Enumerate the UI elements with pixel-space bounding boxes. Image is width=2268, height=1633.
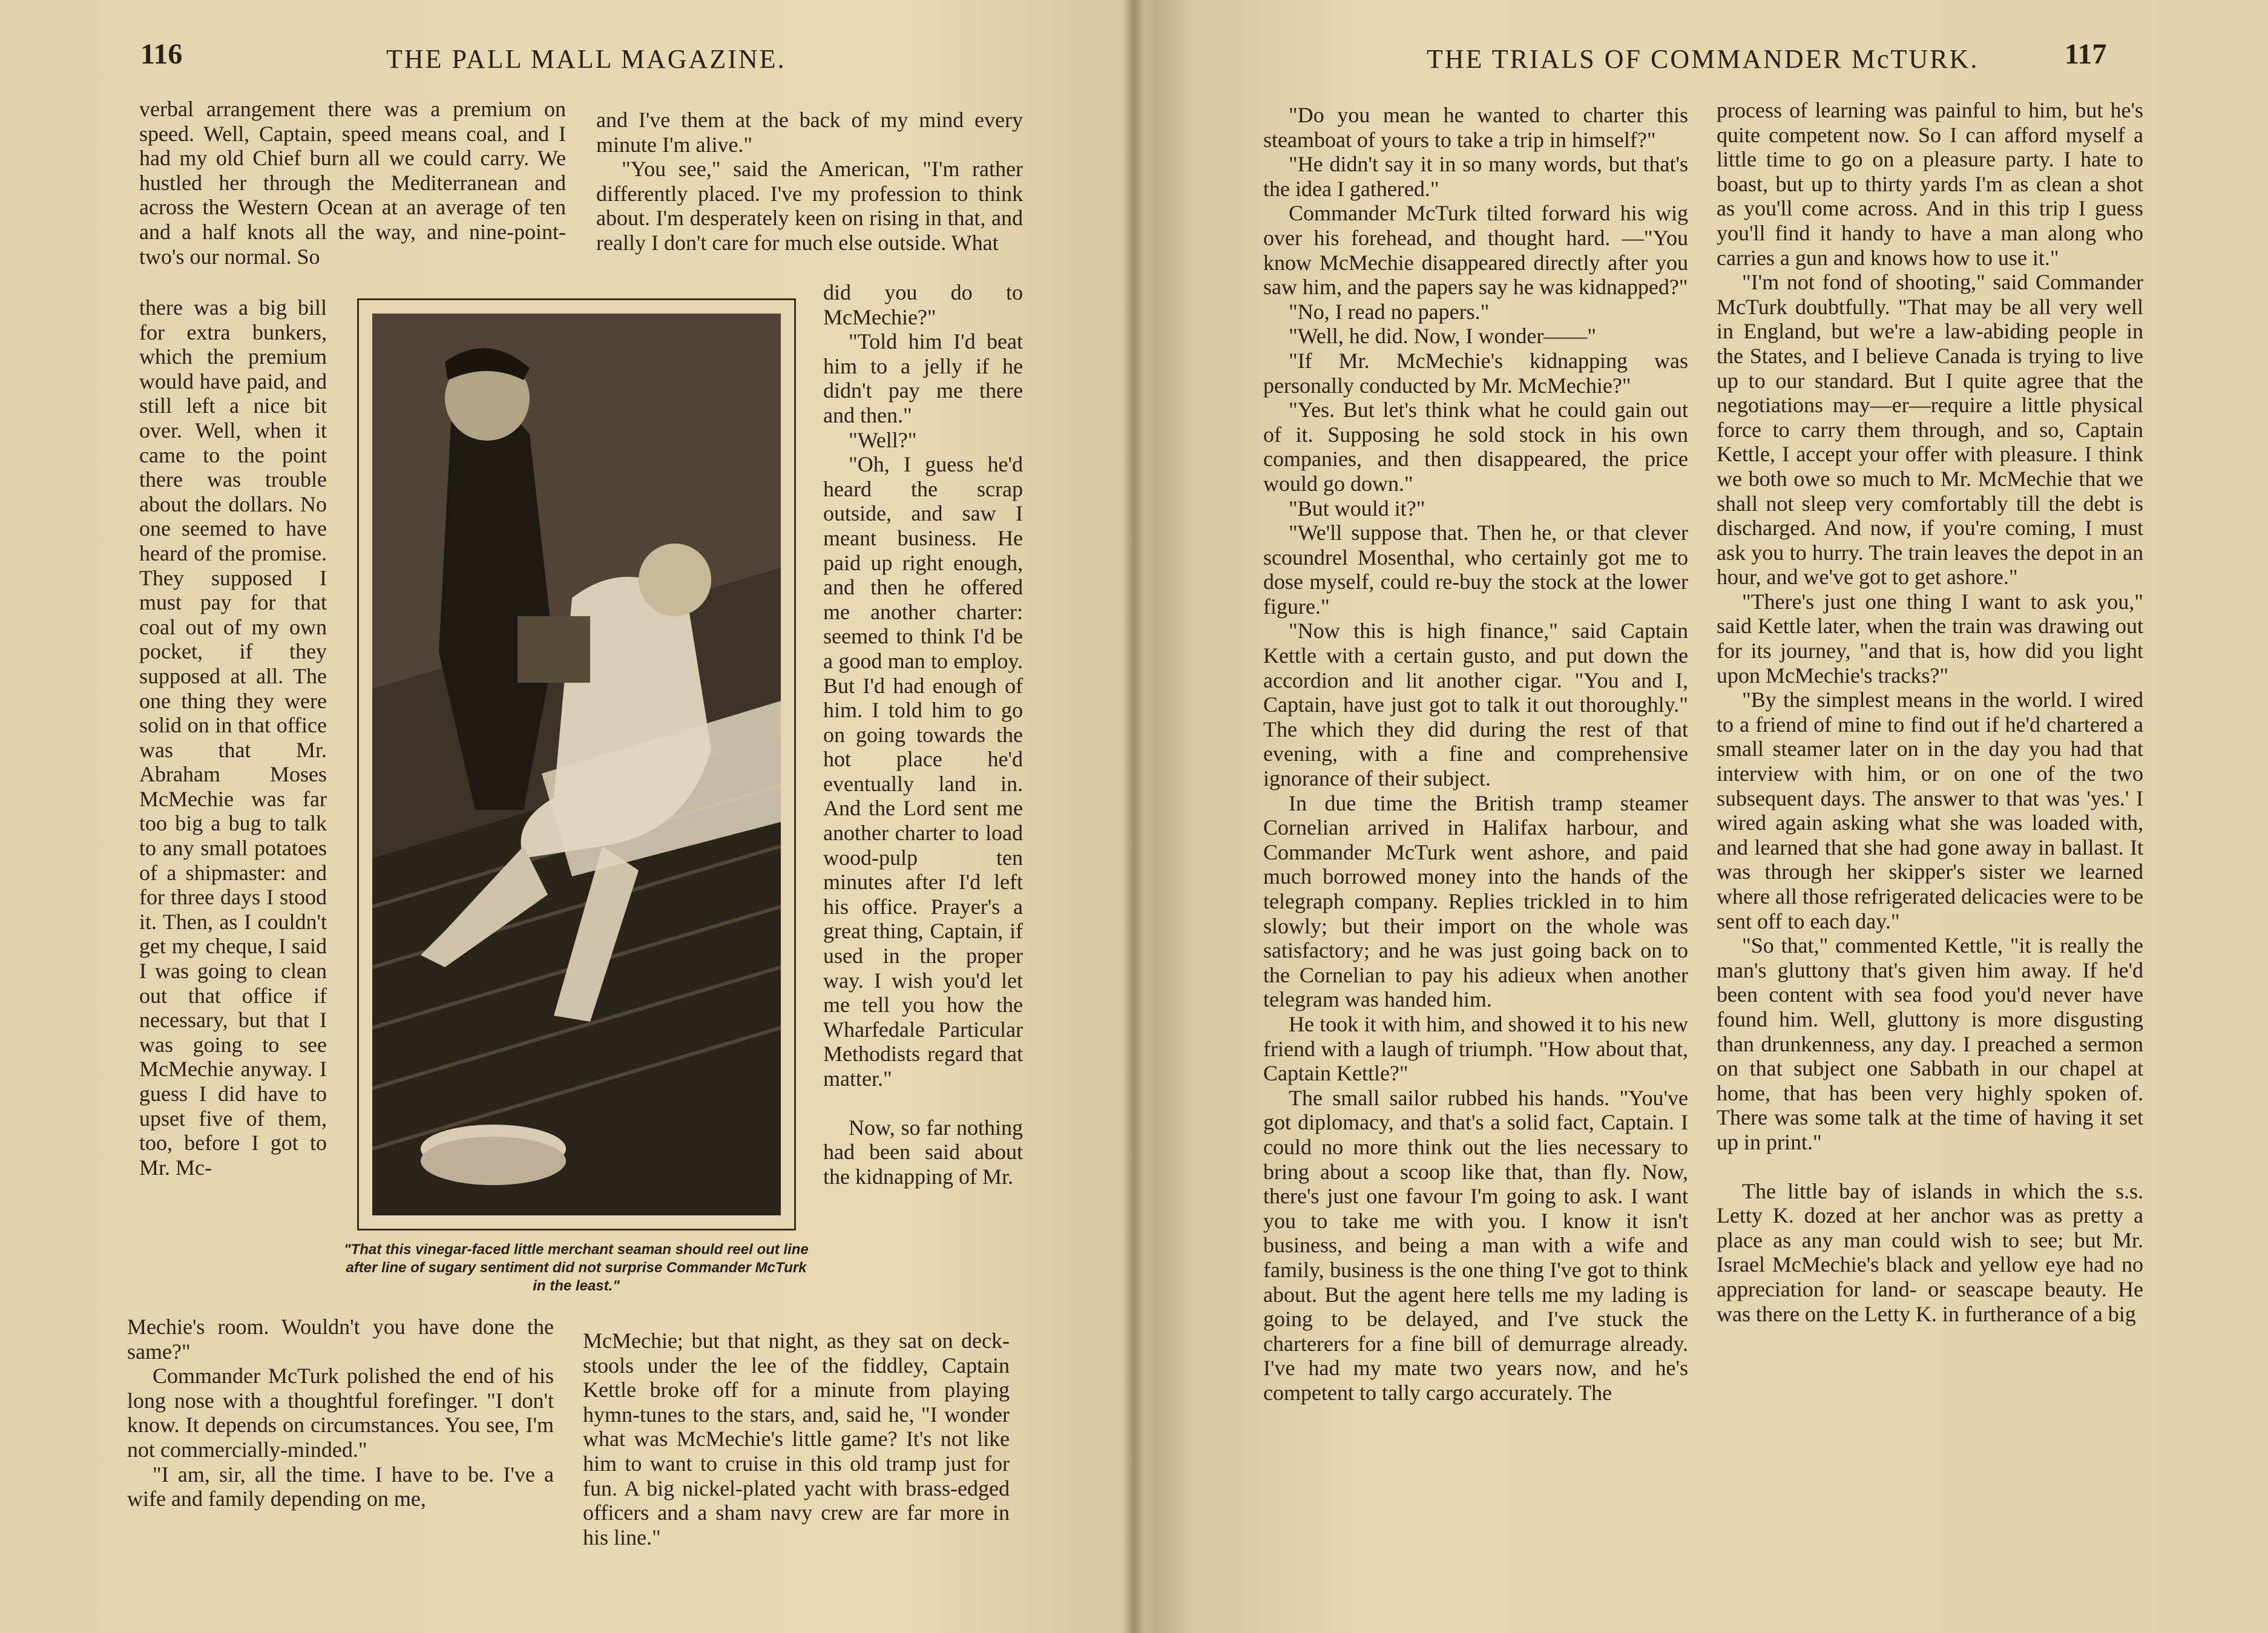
paragraph: and I've them at the back of my mind every minute I'm alive."	[596, 108, 1023, 157]
paragraph: process of learning was painful to him, but he's quite competent now. So I can afford myself a little time to go on a pleasure party. I hate to boast, but up to thirty yards I'm as clean a shot as you'll come across. And in this trip I guess you'll find it handy to have a man along who carries a gun and knows how to use it."	[1717, 98, 2143, 270]
left-col2-top	[596, 108, 1023, 255]
paragraph: "Well, he did. Now, I wonder——"	[1289, 324, 1597, 349]
paragraph: Now, so far nothing had been said about the kidnapping of Mr.	[823, 1115, 1023, 1189]
paragraph: "I am, sir, all the time. I have to be. I've a wife and family depending on me,	[127, 1462, 554, 1511]
paragraph: did you do to McMechie?"	[823, 280, 1023, 329]
page-number: 116	[140, 38, 183, 70]
paragraph: "So that," commented Kettle, "it is really the man's gluttony that's given him away. If he'd been content with sea food you'd never have found him. Well, gluttony is more disgusting than drunkenness, any day. I preached a sermon on that subject one Sabbath in our chapel at home, that has been very highly spoken of. There was some talk at the time of having it set up in print."	[1717, 933, 2143, 1154]
paragraph: "If Mr. McMechie's kidnapping was personally conducted by Mr. McMechie?"	[1263, 348, 1688, 398]
paragraph: He took it with him, and showed it to his new friend with a laugh of triumph. "How about that, Captain Kettle?"	[1263, 1011, 1688, 1086]
left-col1-top	[139, 97, 566, 269]
left-col1-bottom	[127, 1315, 554, 1511]
illustration	[372, 314, 781, 1215]
paragraph: In due time the British tramp steamer Cornelian arrived in Halifax harbour, and Commander McTurk went ashore, and paid much borrowed money into the hands of the telegraph company. Replies trickled in to him slowly; but their import on the whole was satisfactory; and he was just going back on to the Cornelian to pay his adieux when another telegram was handed him.	[1263, 790, 1688, 1012]
running-head: THE TRIALS OF COMMANDER McTURK.	[1427, 44, 1979, 74]
paragraph: "No, I read no papers."	[1289, 299, 1490, 324]
paragraph: "Told him I'd beat him to a jelly if he didn't pay me there and then."	[823, 329, 1023, 427]
paragraph: there was a big bill for extra bunkers, which the premium would have paid, and still left a nice bit over. Well, when it came to the point there was trouble about the dollars. No one seemed to have heard of the promise. They supposed I must pay for that coal out of my own pocket, if they supposed at all. The one thing they were solid on in that office was that Mr. Abraham Moses McMechie was far too big a bug to talk to any small potatoes of a shipmaster: and for three days I stood it. Then, as I couldn't get my cheque, I said I was going to clean out that office if necessary, but that I was going to see McMechie anyway. I guess I did have to upset five of them, too, before I got to Mr. Mc-	[139, 295, 327, 1180]
paragraph: "By the simplest means in the world. I wired to a friend of mine to find out if he'd chartered a small steamer later on in the day you had that interview with him, or on one of the two subsequent days. The answer to that was 'yes.' I wired again asking what she was loaded with, and learned that she had gone away in ballast. It was through her skipper's sister we learned where all those refrigerated delicacies were to be sent off to each day."	[1717, 688, 2143, 933]
illustration-frame	[357, 298, 796, 1230]
left-page	[0, 0, 1123, 1633]
paragraph: "He didn't say it in so many words, but that's the idea I gathered."	[1263, 152, 1688, 201]
left-col2-narrow	[823, 280, 1023, 1189]
paragraph: McMechie; but that night, as they sat on deck-stools under the lee of the fiddley, Captain Kettle broke off for a minute from playing hymn-tunes to the stars, and, said he, "I wonder what was McMechie's little game? It's not like him to want to cruise in this old tramp just for fun. A big nickel-plated yacht with brass-edged officers and a sham navy crew are far more in his line."	[583, 1329, 1010, 1549]
paragraph: "Do you mean he wanted to charter this steamboat of yours to take a trip in himself?"	[1263, 103, 1688, 152]
left-col2-bottom	[583, 1329, 1010, 1549]
paragraph: Commander McTurk tilted forward his wig over his forehead, and thought hard. —"You know McMechie disappeared directly after you saw him, and the papers say he was kidnapped?"	[1263, 201, 1688, 300]
right-col1	[1263, 103, 1688, 1405]
paragraph: "There's just one thing I want to ask you," said Kettle later, when the train was drawing out for its journey, "and that is, how did you light upon McMechie's tracks?"	[1717, 589, 2143, 688]
illustration-drawing	[372, 314, 781, 1215]
paragraph: "Oh, I guess he'd heard the scrap outside, and saw I meant business. He paid up right enough, and then he offered me another charter: seemed to think I'd be a good man to employ. But I'd had enough of him. I told him to go on going towards the hot place he'd eventually land in. And the Lord sent me another charter to load wood-pulp ten minutes after I'd left his office. Prayer's a great thing, Captain, if used in the proper way. I wish you'd let me tell you how the Wharfedale Particular Methodists regard that matter."	[823, 452, 1023, 1091]
page-number: 117	[2065, 38, 2107, 70]
paragraph: "Yes. But let's think what he could gain out of it. Supposing he sold stock in his own companies, and then disappeared, the price would go down."	[1263, 398, 1688, 496]
right-page	[1145, 0, 2268, 1633]
paragraph: The small sailor rubbed his hands. "You've got diplomacy, and that's a solid fact, Captain. I could no more think out the lies necessary to bring about a scoop like that, than fly. Now, there's just one favour I'm going to ask. I want you to take me with you. I know it isn't business, and being a man with a wife and family, business is the one thing I've got to think about. But the agent here tells me my lading is going to be delayed, and I've stuck the charterers for a fine bill of demurrage already. I've had my mate two years now, and he's competent to tally cargo accurately. The	[1263, 1085, 1688, 1405]
paragraph: Mechie's room. Wouldn't you have done the same?"	[127, 1315, 554, 1364]
paragraph: The little bay of islands in which the s.s. Letty K. dozed at her anchor was as pretty a place as any man could wish to see; but Mr. Israel McMechie's black and yellow eye had no appreciation for land- or seascape beauty. He was there on the Letty K. in furtherance of a big	[1717, 1178, 2143, 1326]
paragraph: "Now this is high finance," said Captain Kettle with a certain gusto, and put down the accordion and lit another cigar. "You and I, Captain, have just got to talk it out thoroughly." The which they did during the rest of that evening, with a fine and comprehensive ignorance of their subject.	[1263, 619, 1688, 791]
book-gutter	[1123, 0, 1145, 1633]
right-col2	[1717, 98, 2143, 1326]
paragraph: "But would it?"	[1289, 496, 1425, 521]
paragraph: "I'm not fond of shooting," said Commander McTurk doubtfully. "That may be all very well in England, but we're a law-abiding people in the States, and I believe Canada is trying to live up to our standard. But I quite agree that the negotiations may—er—require a little physical force to carry them through, and so, Captain Kettle, I accept your offer with pleasure. I think we both owe so much to Mr. McMechie that we shall not sleep very comfortably till the debt is discharged. And now, if you're coming, I must ask you to hurry. The train leaves the depot in an hour, and we've got to get ashore."	[1717, 270, 2143, 590]
paragraph: "We'll suppose that. Then he, or that clever scoundrel Mosenthal, who certainly got me to dose myself, could re-buy the stock at the lower figure."	[1263, 521, 1688, 619]
running-head: THE PALL MALL MAGAZINE.	[386, 44, 786, 74]
illustration-caption: "That this vinegar-faced little merchant seaman should reel out line after line of sugary sentiment did not surprise Commander McTurk in the least."	[344, 1241, 809, 1294]
paragraph: Commander McTurk polished the end of his long nose with a thoughtful forefinger. "I don't know. It depends on circumstances. You see, I'm not commercially-minded."	[127, 1364, 554, 1462]
paragraph: "Well?"	[849, 427, 917, 452]
paragraph: "You see," said the American, "I'm rather differently placed. I've my profession to think about. I'm desperately keen on rising in that, and really I don't care for much else outside. What	[596, 157, 1023, 255]
left-col1-narrow	[139, 295, 327, 1180]
paragraph: verbal arrangement there was a premium on speed. Well, Captain, speed means coal, and I had my old Chief burn all we could carry. We hustled her through the Mediterranean and across the Western Ocean at an average of ten and a half knots all the way, and nine-point-two's our normal. So	[139, 97, 566, 269]
